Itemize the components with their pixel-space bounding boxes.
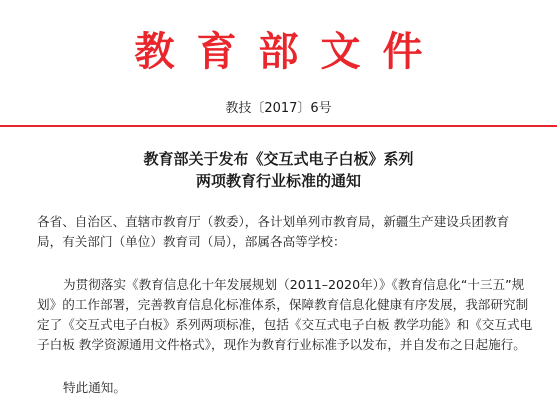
notice-title-line-1: 教育部关于发布《交互式电子白板》系列 — [143, 150, 414, 168]
red-divider-line — [0, 125, 557, 127]
addressee-paragraph: 各省、自治区、直辖市教育厅（教委），各计划单列市教育局，新疆生产建设兵团教育局，有关部门（单位）教育司（局），部属各高等学校： — [37, 214, 510, 249]
closing-paragraph — [37, 378, 533, 398]
closing-text: 特此通知。 — [63, 380, 126, 395]
notice-title — [0, 148, 557, 192]
body-paragraph: 为贯彻落实《教育信息化十年发展规划（2011–2020年）》《教育信息化“十三五”规划》的工作部署，完善教育信息化标准体系，保障教育信息化健康有序发展，我部研究制定了《交互式电子白板》系列两项标准，包括《交互式电子白板 教学功能》和《交互式电子白板 教学资源通用文件格式》，现作为教育行业标准予以发布，并自发布之日起施行。 — [37, 277, 533, 352]
notice-title-line-2: 两项教育行业标准的通知 — [195, 172, 361, 190]
document-header-title: 教育部文件 — [134, 28, 445, 75]
document-number: 教技〔2017〕6号 — [225, 101, 332, 116]
